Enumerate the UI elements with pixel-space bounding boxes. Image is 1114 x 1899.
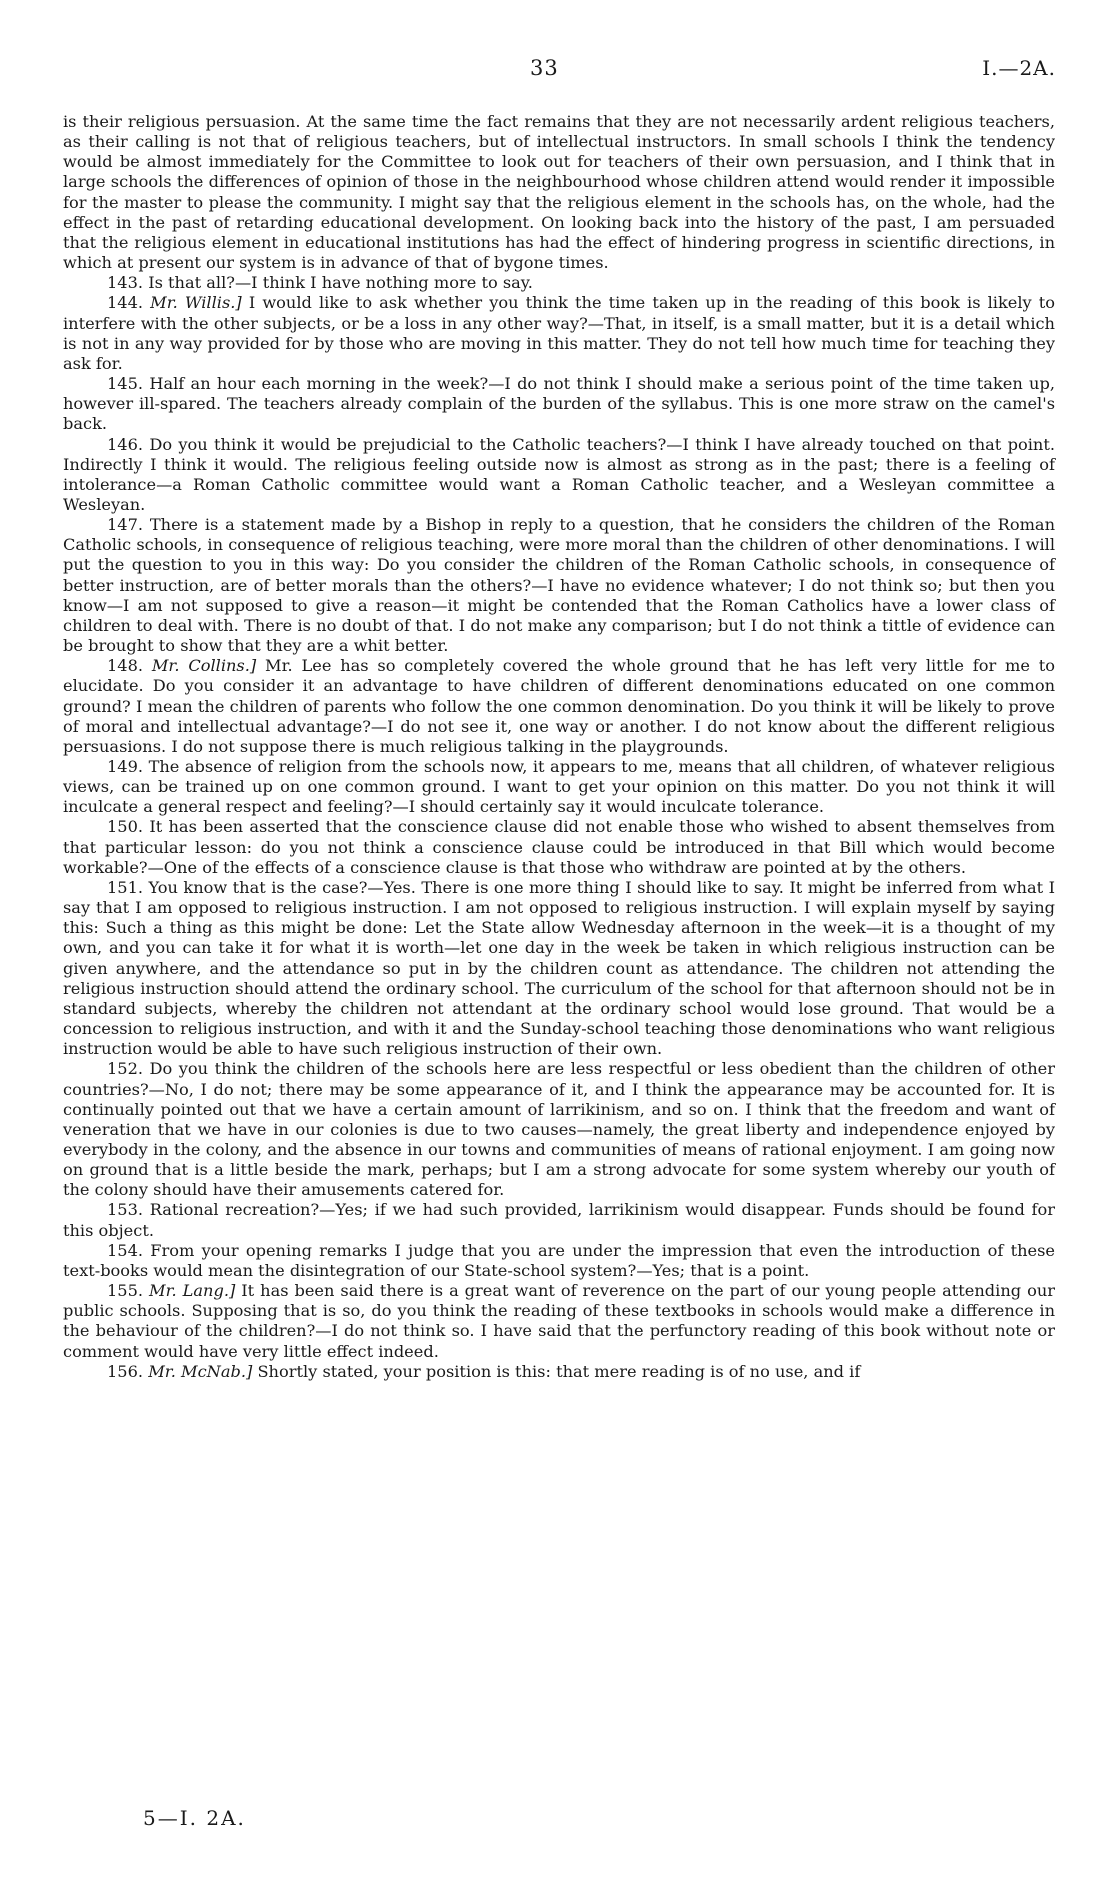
evidence-paragraph <box>63 817 1055 877</box>
question-number: 146. <box>107 434 144 454</box>
paragraph-text: You know that is the case?—Yes. There is one more thing I should like to say. It might be inferred from what I say that I am opposed to religious instruction. I am not opposed to religious instruction. I will explain myself by saying this: Such a thing as this might be done: Let the State allow Wednesday afternoon in the week—it is a thought of my own, and you can take it for what it is worth—let one day in the week be taken in which religious instruction can be given anywhere, and the attendance so put in by the children count as attendance. The children not attending the religious instruction should attend the ordinary school. The curriculum of the school for that afternoon should not be in standard subjects, whereby the children not attendant at the ordinary school would lose ground. That would be a concession to religious instruction, and with it and the Sunday-school teaching those denominations who want religious instruction would be able to have such religious instruction of their own. <box>63 877 1055 1059</box>
speaker-name: Mr. Lang.] <box>149 1281 236 1301</box>
evidence-paragraph <box>63 374 1055 434</box>
paragraph-text: Shortly stated, your position is this: that mere reading is of no use, and if <box>257 1361 861 1381</box>
page-header <box>0 56 1114 86</box>
signature-mark: 5—I. 2A. <box>143 1806 246 1830</box>
evidence-paragraphs <box>63 273 1055 1382</box>
evidence-paragraph <box>63 515 1055 656</box>
speaker-name: Mr. Collins.] <box>151 656 257 676</box>
paragraph-text: Is that all?—I think I have nothing more to say. <box>148 273 533 293</box>
page-number: 33 <box>530 56 559 80</box>
question-number: 152. <box>107 1059 144 1079</box>
paragraph-text: There is a statement made by a Bishop in reply to a question, that he considers the children of the Roman Catholic schools, in consequence of religious teaching, were more moral than the children of other denominations. I will put the question to you in this way: Do you consider the children of the Roman Catholic schools, in consequence of better instruction, are of better morals than the others?—I have no evidence whatever; I do not think so; but then you know—I am not supposed to give a reason—it might be contended that the Roman Catholics have a lower class of children to deal with. There is no doubt of that. I do not make any comparison; but I do not think a tittle of evidence can be brought to show that they are a whit better. <box>63 515 1055 656</box>
speaker-name: Mr. Willis.] <box>150 293 242 313</box>
evidence-paragraph <box>63 435 1055 516</box>
document-reference: I.—2A. <box>982 56 1056 80</box>
question-number: 145. <box>107 374 144 394</box>
question-number: 150. <box>107 817 144 837</box>
paragraph-text: It has been asserted that the conscience clause did not enable those who wished to absent themselves from that particular lesson: do you not think a conscience clause could be introduced in that Bill which would become workable?—One of the effects of a conscience clause is that those who withdraw are pointed at by the others. <box>63 817 1055 877</box>
question-number: 155. <box>107 1281 144 1301</box>
evidence-paragraph <box>63 1059 1055 1200</box>
paragraph-text: I would like to ask whether you think the time taken up in the reading of this book is likely to interfere with the other subjects, or be a loss in any other way?—That, in itself, is a small matter, but it is a detail which is not in any way provided for by those who are moving in this matter. They do not tell how much time for teaching they ask for. <box>63 293 1055 373</box>
paragraph-text: It has been said there is a great want of reverence on the part of our young people attending our public schools. Supposing that is so, do you think the reading of these textbooks in schools would make a difference in the behaviour of the children?—I do not think so. I have said that the perfunctory reading of this book without note or comment would have very little effect indeed. <box>63 1281 1055 1361</box>
question-number: 154. <box>107 1240 144 1260</box>
evidence-paragraph <box>63 1200 1055 1240</box>
paragraph-text: Do you think it would be prejudicial to the Catholic teachers?—I think I have already touched on that point. Indirectly I think it would. The religious feeling outside now is almost as strong as in the past; there is a feeling of intolerance—a Roman Catholic committee would want a Roman Catholic teacher, and a Wesleyan committee a Wesleyan. <box>63 434 1055 514</box>
question-number: 147. <box>107 515 144 535</box>
evidence-paragraph <box>63 656 1055 757</box>
evidence-paragraph <box>63 757 1055 817</box>
speaker-name: Mr. McNab.] <box>148 1361 253 1381</box>
question-number: 144. <box>107 293 144 313</box>
question-number: 143. <box>107 273 144 293</box>
evidence-paragraph <box>63 1281 1055 1362</box>
question-number: 151. <box>107 877 144 897</box>
paragraph-text: Mr. Lee has so completely covered the whole ground that he has left very little for me to elucidate. Do you consider it an advantage to have children of different denominations educated on one common ground? I mean the children of parents who follow the one common denomination. Do you think it will be likely to prove of moral and intellectual advantage?—I do not see it, one way or another. I do not know about the different religious persuasions. I do not suppose there is much religious talking in the playgrounds. <box>63 656 1055 756</box>
evidence-paragraph <box>63 878 1055 1059</box>
evidence-paragraph <box>63 1241 1055 1281</box>
question-number: 156. <box>107 1361 144 1381</box>
paragraph-text: Do you think the children of the schools here are less respectful or less obedient than the children of other countries?—No, I do not; there may be some appearance of it, and I think the appearance may be accounted for. It is continually pointed out that we have a certain amount of larrikinism, and so on. I think that the freedom and want of veneration that we have in our colonies is due to two causes—namely, the great liberty and independence enjoyed by everybody in the colony, and the absence in our towns and communities of means of rational enjoyment. I am going now on ground that is a little beside the mark, perhaps; but I am a strong advocate for some system whereby our youth of the colony should have their amusements catered for. <box>63 1059 1055 1200</box>
paragraph-text: From your opening remarks I judge that you are under the impression that even the introduction of these text-books would mean the disintegration of our State-school system?—Yes; that is a point. <box>63 1240 1055 1280</box>
evidence-paragraph <box>63 1362 1055 1382</box>
paragraph-text: Rational recreation?—Yes; if we had such provided, larrikinism would disappear. Funds should be found for this object. <box>63 1200 1055 1240</box>
continued-paragraph: is their religious persuasion. At the same time the fact remains that they are not necessarily ardent religious teachers, as their calling is not that of religious teachers, but of intellectual instructors. In small schools I think the tendency would be almost immediately for the Committee to look out for teachers of their own persuasion, and I think that in large schools the differences of opinion of those in the neighbourhood whose children attend would render it impossible for the master to please the community. I might say that the religious element in the schools has, on the whole, had the effect in the past of retarding educational development. On looking back into the history of the past, I am persuaded that the religious element in educational institutions has had the effect of hindering progress in scientific directions, in which at present our system is in advance of that of bygone times. <box>63 112 1055 273</box>
question-number: 148. <box>107 656 144 676</box>
evidence-paragraph <box>63 293 1055 374</box>
evidence-paragraph <box>63 273 1055 293</box>
question-number: 153. <box>107 1200 144 1220</box>
body-text <box>63 112 1055 1382</box>
paragraph-text: Half an hour each morning in the week?—I do not think I should make a serious point of the time taken up, however ill-spared. The teachers already complain of the burden of the syllabus. This is one more straw on the camel's back. <box>63 374 1055 434</box>
question-number: 149. <box>107 757 144 776</box>
paragraph-text: The absence of religion from the schools now, it appears to me, means that all children, of whatever religious views, can be trained up on one common ground. I want to get your opinion on this matter. Do you not think it will inculcate a general respect and feeling?—I should certainly say it would inculcate tolerance. <box>63 757 1055 817</box>
